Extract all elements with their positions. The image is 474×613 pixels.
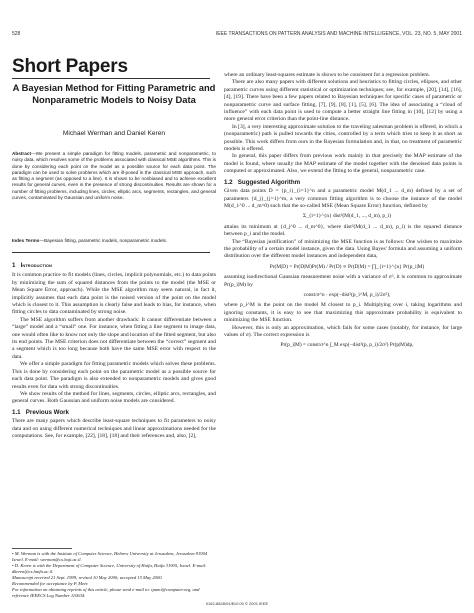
index-terms-text: —Bayesian fitting, parametric models, nonparametric models. xyxy=(39,238,168,243)
equation: const/σ^n · exp(−dist²(p_i^M, p_i)/2σ²), xyxy=(303,291,391,298)
footnote-rule xyxy=(12,548,72,549)
journal-header: IEEE TRANSACTIONS ON PATTERN ANALYSIS AND MACHINE INTELLIGENCE, VOL. 23, NO. 5, MAY 2001 xyxy=(215,31,462,37)
footnote: Recommended for acceptance by P. Meer. xyxy=(12,581,89,586)
section-heading: Short Papers xyxy=(12,56,128,77)
abstract-rule xyxy=(12,252,210,253)
paragraph: In [3], a very interesting approximate solution to the traveling salesman problem is offered, in which a (nonparametric) path is pulled towards the cities, controlled by a term which tries to keep it as short as possible. This work differs from ours in the Bayesian formulation and, in that, no treatment of parametric models is offered. xyxy=(224,123,462,153)
paragraph: However, this is only an approximation, which fails for some cases (notably, for instance, for large values of σ). The correct expression is xyxy=(224,324,462,338)
footnote: • D. Keren is with the Department of Computer Science, University of Haifa, Haifa 31905, Israel. E-mail: dkeren@cs.haifa.ac.il. xyxy=(12,563,207,574)
paragraph: We offer a simple paradigm for fitting parametric models which solves these problems. This is done by considering each point on the parametric model as a possible source for each data point. The paradigm is also extended to nonparametric models and gives good results even for data with strong discontinuities. xyxy=(12,361,216,390)
paragraph: There are many papers which describe least-square techniques to fit parameters to noisy data and on using different numerical techniques and linear approximations needed for the computations. See, for example, [22], [18], [18] and their references and, also, [2], xyxy=(12,418,216,439)
equation: Pr(p_i|M) = const/σ^n ∫_M exp(−dist²(p, p_i)/2σ²) Pr(p|M)dp, xyxy=(280,342,414,349)
index-terms-label: Index Terms xyxy=(12,238,40,243)
abstract xyxy=(12,151,216,201)
paragraph: The “Bayesian justification” of minimizing the MSE function is as follows: One wishes to maximize the probability of a certain model instance, given the data. Using Bayes' formula and assuming a uniform distribution over the different model instances and independent data, xyxy=(224,238,462,260)
heading-rule xyxy=(12,78,210,79)
section-title: Introduction xyxy=(20,262,52,269)
abstract-text: —We present a simple paradigm for fitting models, parametric and nonparametric, to noisy data, which resolves some of the problems associated with classical MSE algorithms. This is done by considering each point on the model as a possible source for each data point. The paradigm can be used to solve problems which are ill-posed in the classical MSE approach, such as fitting a segment (as opposed to a line). It is shown to be nonbiased and to achieve excellent results for general curves, even in the presence of strong discontinuities. Results are shown for a number of fitting problems, including lines, circles, elliptic arcs, segments, rectangles, and general curves, contaminated by Gaussian and uniform noise. xyxy=(12,151,216,201)
paragraph: assuming isodirectional Gaussian measurement noise with a variance of σ², it is common to approximate Pr(p_i|M) by xyxy=(224,274,462,288)
section-1-1-heading xyxy=(12,409,216,416)
paragraph: Given data points D = {p_i}_{i=1}^n and a parametric model M(d_1 ... d_m) defined by a set of parameters {d_j}_{j=1}^m, a very common fitting algorithm is to choose the instance of the model M(d_1^0 ... d_m^0) such that the so-called MSE (Mean Square Error) function, defined by xyxy=(224,188,462,209)
paragraph: In general, this paper differs from previous work mainly in that precisely the MAP estimate of the model is found, where usually the MAP estimate of the model together with the denoised data points is computed or approximated. Also, we extend the fitting to the general, nonparametric case. xyxy=(224,153,462,175)
footnotes xyxy=(12,551,216,599)
paper-authors: Michael Werman and Daniel Keren xyxy=(62,130,166,137)
footnote: For information on obtaining reprints of this article, please send e-mail to: tpami@computer.org, and reference IEEECS Log Number 110634. xyxy=(12,587,200,598)
paragraph: We show results of the method for lines, segments, circles, elliptic arcs, rectangles, and general curves. Both Gaussian and uniform noise models are considered. xyxy=(12,390,216,405)
footnote: Manuscript received 21 Sept. 1999; revised 10 May 2000; accepted 15 May 2000. xyxy=(12,575,163,580)
footnote: • M. Werman is with the Institute of Computer Science, Hebrew University at Jerusalem, Jerusalem 91904 Israel. E-mail: werman@cs.huji.ac.il. xyxy=(12,551,208,562)
paragraph: where an ordinary least-squares estimate is shown to be consistent for a regression problem. xyxy=(224,72,430,78)
paragraph: There are also many papers with different solutions and heuristics to fitting circles, ellipses, and other parametric curves using different statistical or optimization techniques; see, for example, [20], [14], [16], [4], [19]. There have been a few papers related to Bayesian techniques for specific cases of parametric or nonparametric curve and surface fitting, [7], [9], [8], [1], [5], [6]. The idea of associating a “cloud of influence” with each data point is used to compute a better straight line fitting in [10], [12] by using a more general error criterion than the point-line distance. xyxy=(224,79,462,123)
section-number: 1.2 xyxy=(224,178,233,186)
section-number: 1 xyxy=(12,262,16,269)
section-number: 1.1 xyxy=(12,408,21,416)
equation: Σ_{i=1}^{n} dist²(M(d_1, ..., d_m), p_i) xyxy=(302,213,392,220)
copyright-footer: 0162-8828/01/$10.00 © 2001 IEEE xyxy=(205,601,269,606)
page-number: 528 xyxy=(12,31,21,37)
left-column xyxy=(12,262,216,440)
paragraph: The MSE algorithm suffers from another drawback: It cannot differentiate between a “large” model and a “small” one. For instance, when fitting a line segment to image data, one would often like to know not only the slope and location of the fitted segment, but also its end points. The MSE criterion does not differentiate between the “correct” segment and a segment which is too long because both have the same MSE error with respect to the data. xyxy=(12,316,216,360)
section-title: Previous Work xyxy=(25,408,69,416)
paragraph: It is common practice to fit models (lines, circles, implicit polynomials, etc.) to data points by minimizing the sum of squared distances from the points to the model (the MSE or Mean Square Error, approach). While the MSE algorithm may seem natural, in fact it, implicitly assumes that each data point is the noised version of the point on the model which is closest to it. This assumption is clearly false and leads to bias, for instance, when fitting circles to data contaminated by strong noise. xyxy=(12,272,216,316)
equation: Pr(M|D) = Pr(D|M)Pr(M) / Pr(D) ∝ Pr(D|M) = ∏_{i=1}^{n} Pr(p_i|M) xyxy=(269,263,425,270)
section-1-2-heading xyxy=(224,179,462,186)
paragraph: where p_i^M is the point on the model M closest to p_i. Multiplying over i, taking logarithms and ignoring constants, it is easy to see that maximizing this approximate probability is equivalent to minimizing the MSE function. xyxy=(224,302,462,324)
paper-title: A Bayesian Method for Fitting Parametric and Nonparametric Models to Noisy Data xyxy=(12,82,216,105)
index-terms xyxy=(12,238,216,244)
paragraph: attains its minimum at {d_j^0 ... d_m^0}, where dist²(M(d_1 ... d_m), p_i) is the squared distance between p_i and the model. xyxy=(224,223,462,238)
right-column xyxy=(224,72,462,353)
abstract-label: Abstract xyxy=(12,151,32,156)
section-1-heading xyxy=(12,262,216,269)
section-title: Suggested Algorithm xyxy=(237,178,301,186)
